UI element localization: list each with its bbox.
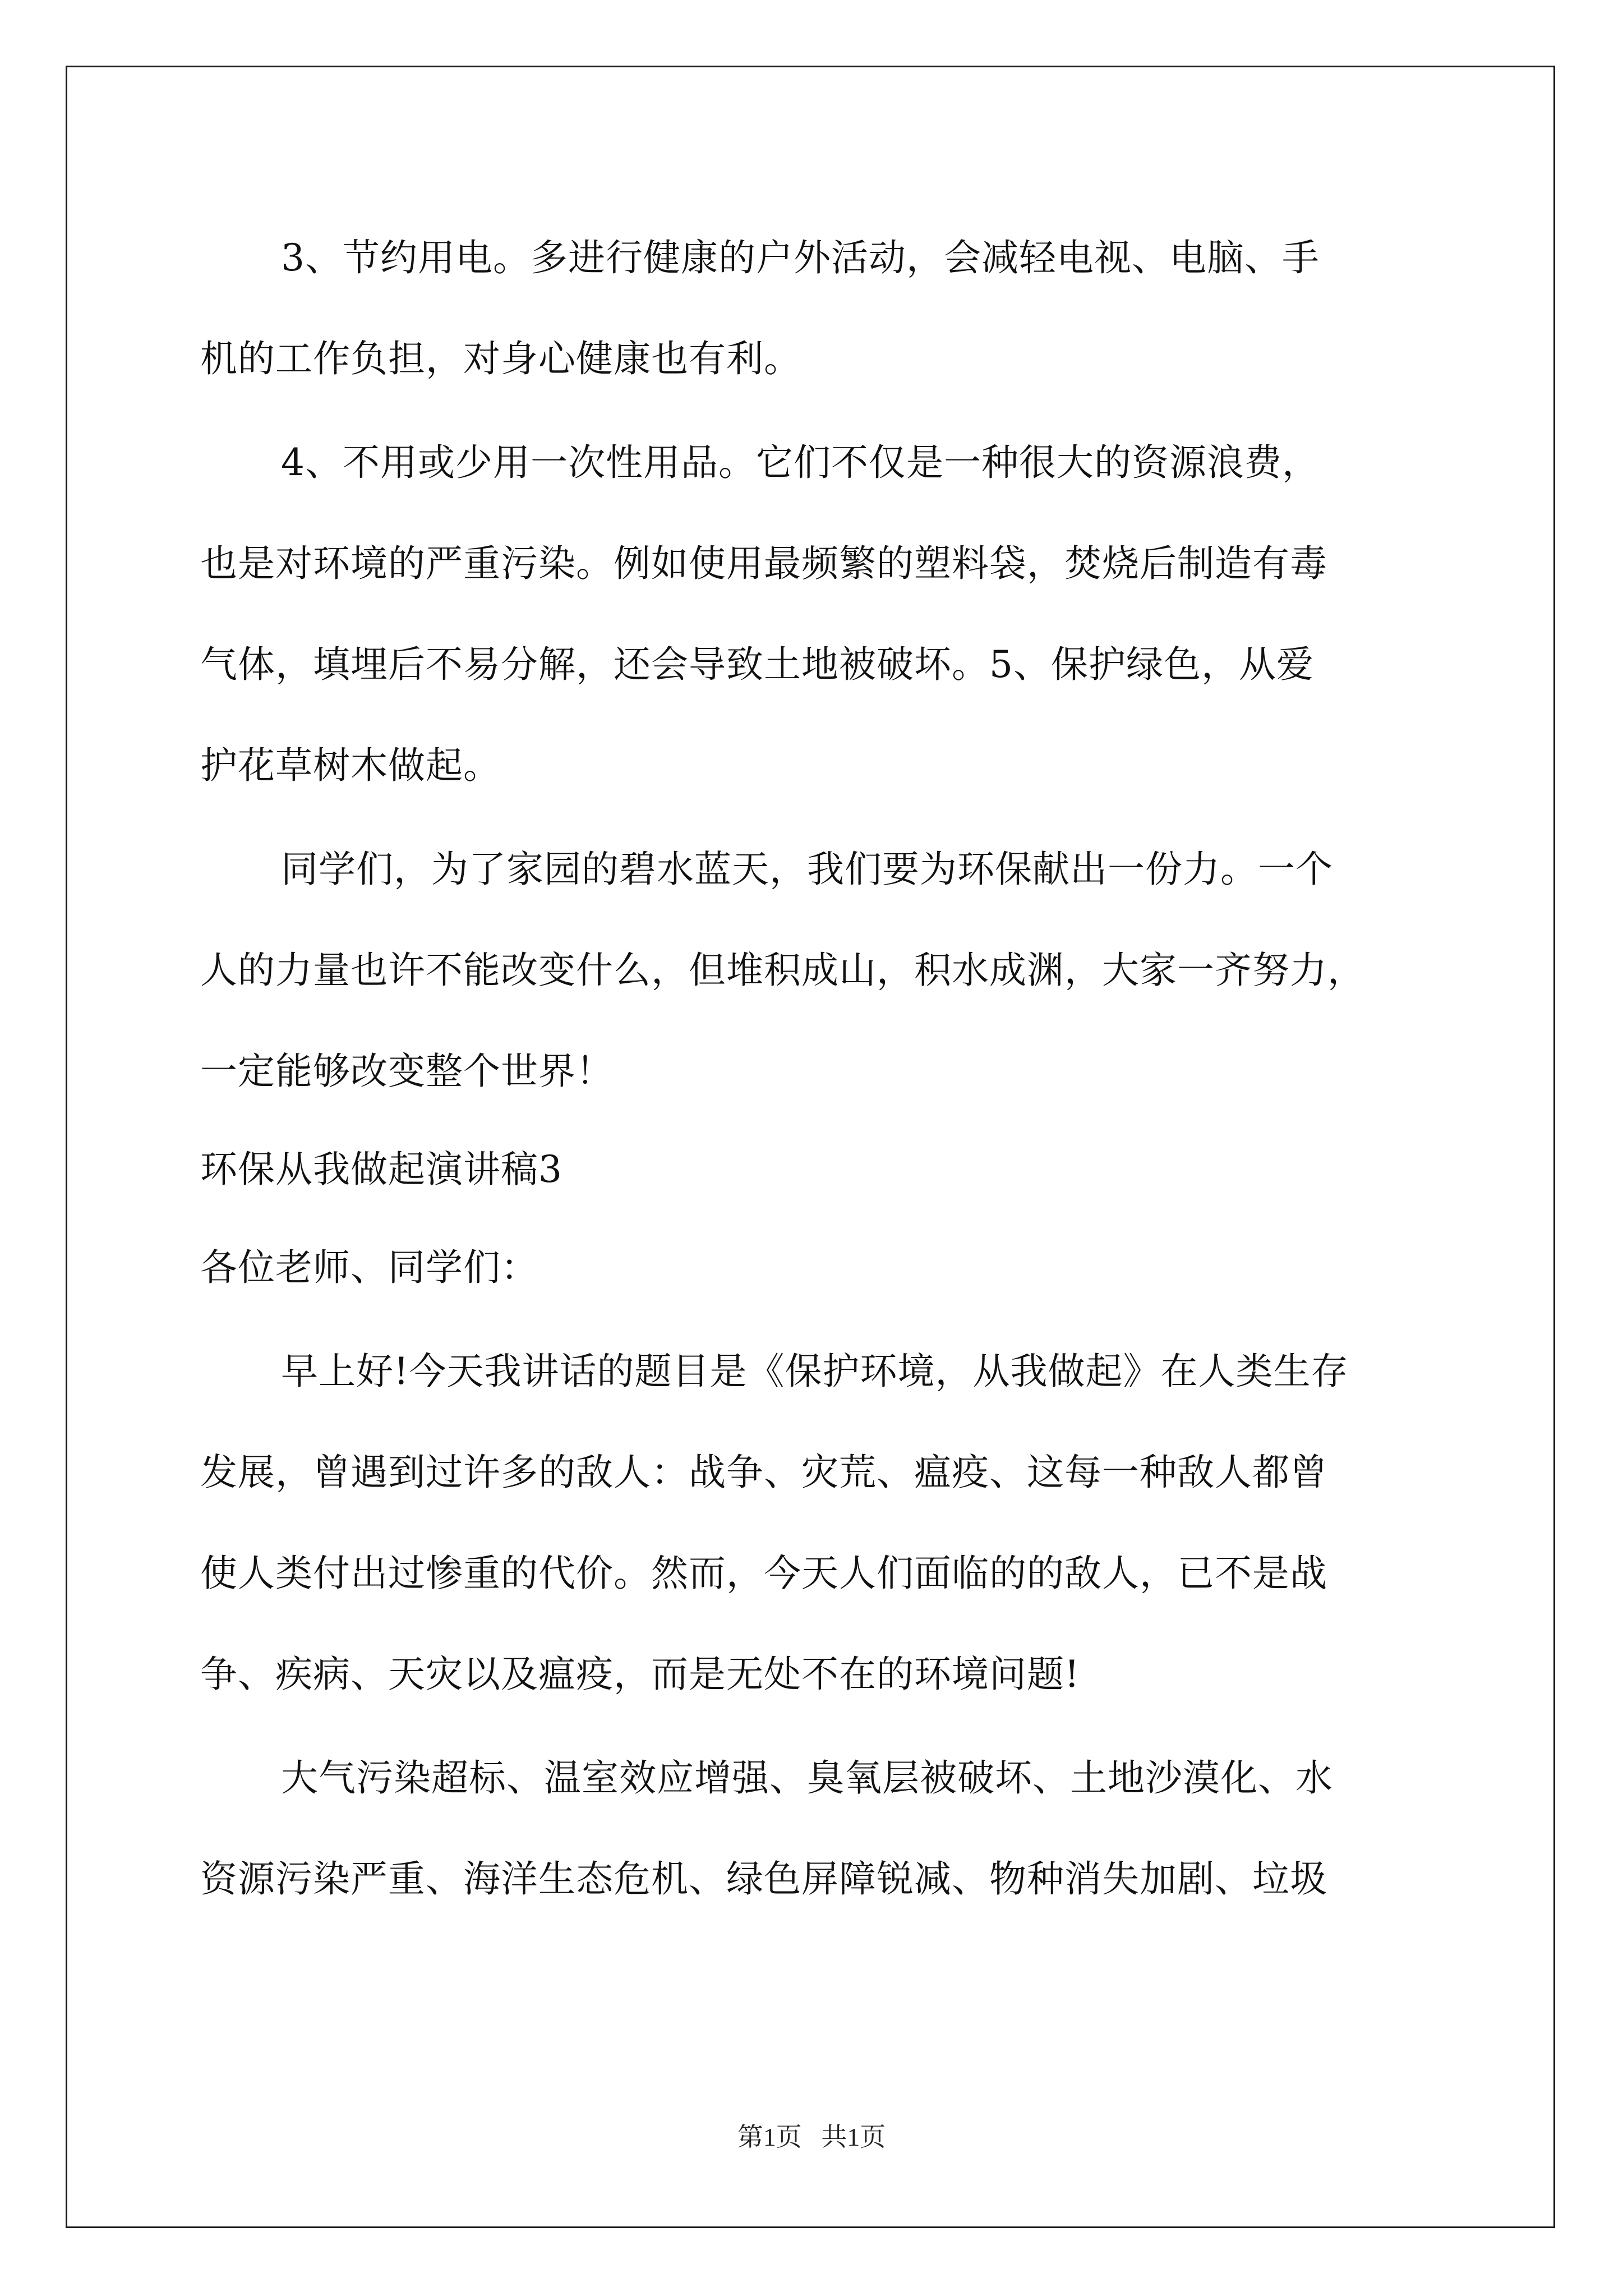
paragraph-line: 4、不用或少用一次性用品。它们不仅是一种很大的资源浪费， xyxy=(281,441,1320,484)
paragraph-line: 同学们，为了家园的碧水蓝天，我们要为环保献出一份力。一个 xyxy=(281,848,1333,891)
salutation: 各位老师、同学们： xyxy=(200,1246,538,1289)
paragraph-line: 争、疾病、天灾以及瘟疫，而是无处不在的环境问题! xyxy=(200,1653,1080,1696)
paragraph-line: 发展，曾遇到过许多的敌人：战争、灾荒、瘟疫、这每一种敌人都曾 xyxy=(200,1451,1327,1494)
paragraph-line: 早上好!今天我讲话的题目是《保护环境，从我做起》在人类生存 xyxy=(281,1350,1349,1393)
paragraph-line: 气体，填埋后不易分解，还会导致土地被破坏。5、保护绿色，从爱 xyxy=(200,643,1314,686)
page-number-footer: 第1页 共1页 xyxy=(737,2123,886,2151)
paragraph-line: 人的力量也许不能改变什么，但堆积成山，积水成渊，大家一齐努力， xyxy=(200,949,1365,992)
section-heading: 环保从我做起演讲稿3 xyxy=(200,1148,562,1191)
paragraph-line: 3、节约用电。多进行健康的户外活动，会减轻电视、电脑、手 xyxy=(281,236,1320,279)
paragraph-line: 资源污染严重、海洋生态危机、绿色屏障锐减、物种消失加剧、垃圾 xyxy=(200,1857,1327,1901)
paragraph-line: 护花草树木做起。 xyxy=(200,744,501,787)
paragraph-line: 一定能够改变整个世界！ xyxy=(200,1050,614,1093)
paragraph-line: 使人类付出过惨重的代价。然而，今天人们面临的的敌人，已不是战 xyxy=(200,1552,1327,1595)
paragraph-line: 也是对环境的严重污染。例如使用最频繁的塑料袋，焚烧后制造有毒 xyxy=(200,542,1327,585)
paragraph-line: 大气污染超标、温室效应增强、臭氧层被破坏、土地沙漠化、水 xyxy=(281,1756,1333,1800)
paragraph-line: 机的工作负担，对身心健康也有利。 xyxy=(200,337,801,380)
